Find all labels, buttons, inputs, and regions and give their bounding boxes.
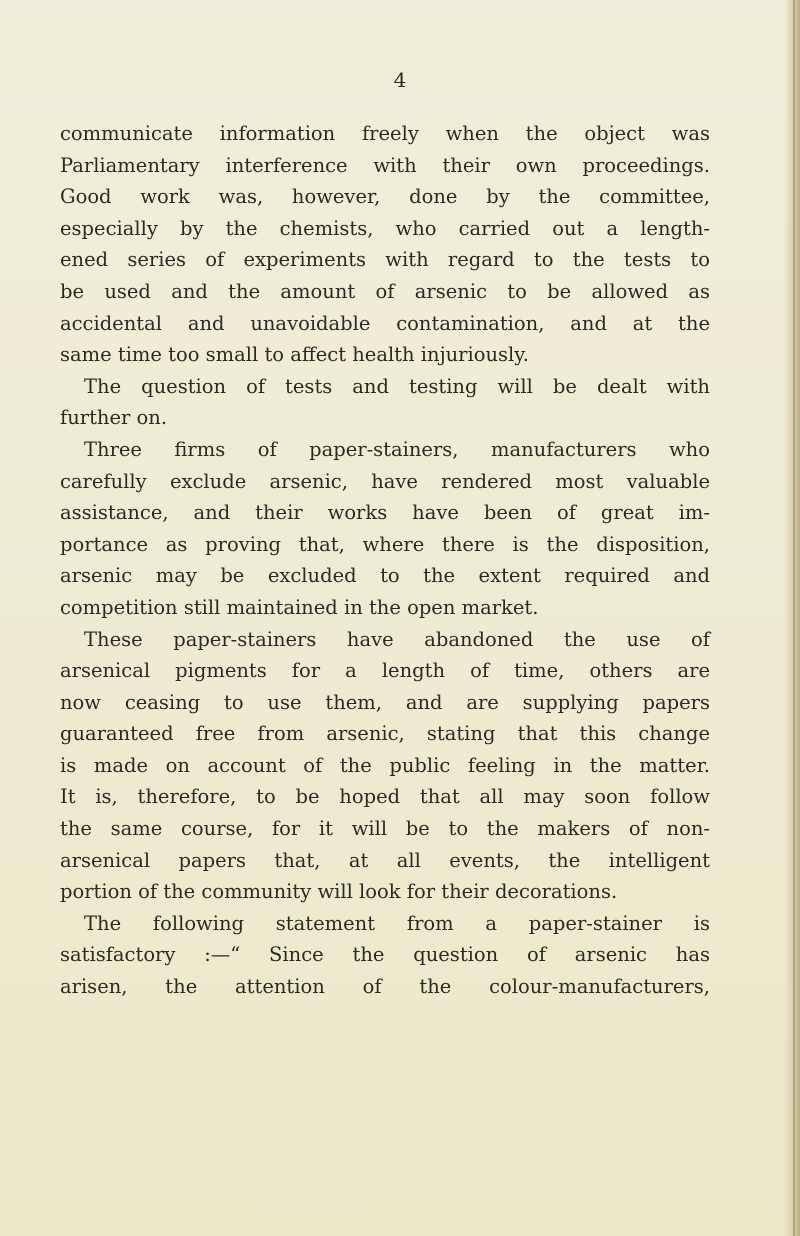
text-line: These paper-stainers have abandoned the use of (84, 627, 710, 651)
page-number: 4 (393, 68, 407, 92)
text-line: The question of tests and testing will be dealt with (84, 374, 710, 398)
text-line: Three firms of paper-stainers, manufacturers who (84, 437, 710, 461)
text-line: same time too small to affect health injuriously. (60, 343, 529, 367)
text-line: arsenic may be excluded to the extent required and (60, 564, 710, 588)
text-line: The following statement from a paper-stainer is (84, 911, 710, 935)
text-line: competition still maintained in the open market. (60, 595, 539, 619)
text-line: accidental and unavoidable contamination, and at the (60, 311, 710, 335)
body-text (60, 118, 710, 1003)
text-line: It is, therefore, to be hoped that all may soon follow (60, 785, 710, 809)
text-line: portion of the community will look for their decorations. (60, 880, 618, 904)
text-line: carefully exclude arsenic, have rendered most valuable (60, 469, 710, 493)
text-line: be used and the amount of arsenic to be allowed as (60, 279, 710, 303)
text-line: assistance, and their works have been of great im- (60, 501, 710, 525)
text-line: further on. (60, 406, 168, 430)
text-line: Good work was, however, done by the committee, (60, 185, 710, 209)
text-line: communicate information freely when the object was (60, 122, 710, 145)
text-line: arisen, the attention of the colour-manufacturers, (60, 975, 710, 999)
text-line: the same course, for it will be to the makers of non- (60, 817, 710, 841)
text-line: arsenical papers that, at all events, the intelligent (60, 848, 710, 872)
text-line: satisfactory :—“ Since the question of arsenic has (60, 943, 710, 967)
text-line: now ceasing to use them, and are supplying papers (60, 690, 710, 714)
text-line: portance as proving that, where there is the disposition, (60, 532, 710, 556)
text-line: especially by the chemists, who carried out a length- (60, 216, 710, 240)
text-line: is made on account of the public feeling in the matter. (60, 753, 710, 777)
text-line: arsenical pigments for a length of time, others are (60, 659, 710, 683)
page-binding-edge (793, 0, 795, 1236)
text-line: guaranteed free from arsenic, stating that this change (60, 722, 710, 746)
text-line: ened series of experiments with regard to the tests to (60, 248, 710, 272)
page-binding-shadow (784, 0, 800, 1236)
text-line: Parliamentary interference with their own proceedings. (60, 153, 710, 177)
